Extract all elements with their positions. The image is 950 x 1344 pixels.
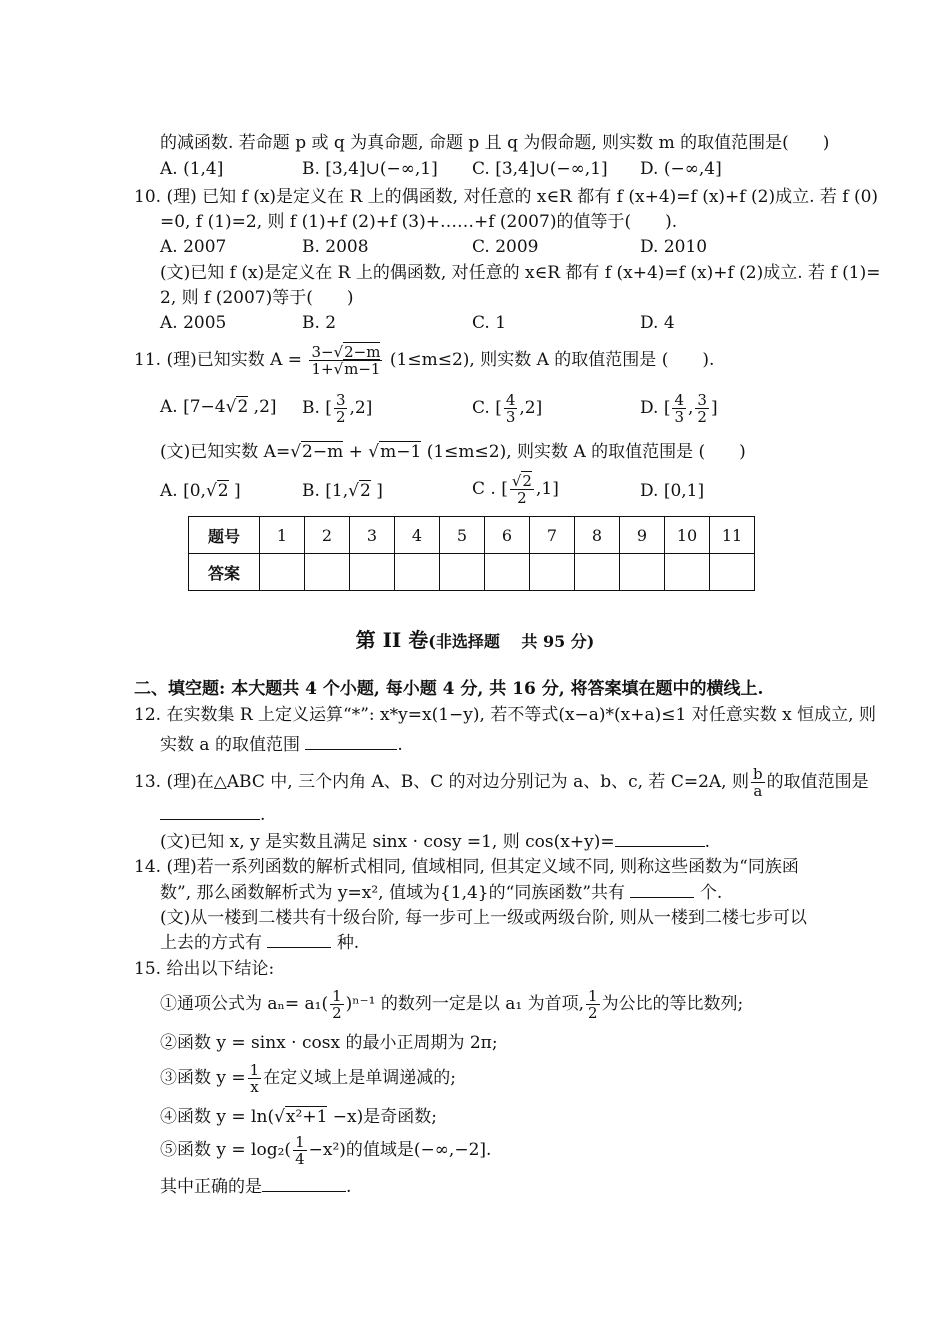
answer-table <box>188 516 755 591</box>
answer-table-number: 1 <box>260 517 305 554</box>
answer-cell[interactable] <box>395 554 440 591</box>
q10-wen-option-c: C. 1 <box>472 313 507 333</box>
answer-table-number: 7 <box>530 517 575 554</box>
q10-wen-line1: (文)已知 f (x)是定义在 R 上的偶函数, 对任意的 x∈R 都有 f (x+4)=f (x)+f (2)成立. 若 f (1)= <box>160 263 881 283</box>
q15-statement-5: ⑤函数 y = log₂( $\frac{1}{4}$ −x²)的值域是(−∞,−2]. <box>160 1133 492 1168</box>
q14-wen-line2: 上去的方式有 种. <box>160 933 360 953</box>
q11-li-option-b: B. [ $\frac{3}{2}$ ,2] <box>302 391 373 426</box>
q13-li-blank[interactable] <box>160 805 260 820</box>
q9-option-c: C. [3,4]∪(−∞,1] <box>472 159 608 179</box>
section2-heading: 二、填空题: 本大题共 4 个小题, 每小题 4 分, 共 16 分, 将答案填在题中的横线上. <box>134 679 764 699</box>
q10-li-option-d: D. 2010 <box>640 237 708 257</box>
answer-cell[interactable] <box>710 554 755 591</box>
q11-li-fraction: $\frac{3-√2-m}{1+√m-1}$ <box>311 343 381 378</box>
q11-li-option-d: D. [ $\frac{4}{3}$ , $\frac{3}{2}$ ] <box>640 391 718 426</box>
q11-wen-stem: (文)已知实数 A=√2−m + √m−1 (1≤m≤2), 则实数 A 的取值范围是 ( ) <box>160 442 746 462</box>
q15-statement-2: ②函数 y = sinx · cosx 的最小正周期为 2π; <box>160 1033 498 1053</box>
answer-cell[interactable] <box>530 554 575 591</box>
q11-li-option-a: A. [7−4√2 ,2] <box>160 397 277 417</box>
q13-li-answer: . <box>160 804 265 826</box>
q12-line2: 实数 a 的取值范围 . <box>160 735 403 755</box>
answer-table-number: 6 <box>485 517 530 554</box>
answer-table-number: 5 <box>440 517 485 554</box>
q10-wen-option-b: B. 2 <box>302 313 337 333</box>
q9-option-b: B. [3,4]∪(−∞,1] <box>302 159 438 179</box>
answer-table-label-answer: 答案 <box>189 554 260 591</box>
answer-table-header-row <box>189 517 755 554</box>
q13-wen: (文)已知 x, y 是实数且满足 sinx · cosy =1, 则 cos(x+y)= . <box>160 832 710 852</box>
q10-li-line2: =0, f (1)=2, 则 f (1)+f (2)+f (3)+……+f (2007)的值等于( ). <box>160 212 678 232</box>
answer-table-number: 3 <box>350 517 395 554</box>
answer-cell[interactable] <box>260 554 305 591</box>
q11-wen-option-a: A. [0,√2 ] <box>160 481 241 501</box>
q14-wen-line1: (文)从一楼到二楼共有十级台阶, 每一步可上一级或两级台阶, 则从一楼到二楼七步可以 <box>160 908 807 928</box>
answer-table-number: 9 <box>620 517 665 554</box>
q15-blank[interactable] <box>262 1177 346 1192</box>
q11-li-option-c: C. [ $\frac{4}{3}$ ,2] <box>472 391 543 426</box>
q10-wen-option-a: A. 2005 <box>160 313 227 333</box>
answer-table-number: 4 <box>395 517 440 554</box>
q15-statement-3: ③函数 y = $\frac{1}{x}$ 在定义域上是单调递减的; <box>160 1061 456 1096</box>
q14-li-blank[interactable] <box>630 883 694 898</box>
answer-cell[interactable] <box>305 554 350 591</box>
q10-li-option-b: B. 2008 <box>302 237 369 257</box>
answer-cell[interactable] <box>575 554 620 591</box>
answer-table-number: 2 <box>305 517 350 554</box>
q10-wen-option-d: D. 4 <box>640 313 675 333</box>
q15-statement-1: ①通项公式为 aₙ= a₁( $\frac{1}{2}$ )ⁿ⁻¹ 的数列一定是以 a₁ 为首项, $\frac{1}{2}$ 为公比的等比数列; <box>160 987 744 1022</box>
q11-wen-option-d: D. [0,1] <box>640 481 705 501</box>
q9-option-a: A. (1,4] <box>160 159 224 179</box>
answer-cell[interactable] <box>350 554 395 591</box>
q13-wen-blank[interactable] <box>615 832 705 847</box>
q12-line1: 12. 在实数集 R 上定义运算“*”: x*y=x(1−y), 若不等式(x−a)*(x+a)≤1 对任意实数 x 恒成立, 则 <box>134 705 876 725</box>
q11-wen-option-b: B. [1,√2 ] <box>302 481 383 501</box>
q14-wen-blank[interactable] <box>267 933 331 948</box>
q13-li: 13. (理)在△ABC 中, 三个内角 A、B、C 的对边分别记为 a、b、c, 若 C=2A, 则 $\frac{b}{a}$ 的取值范围是 <box>134 765 869 800</box>
q9-option-d: D. (−∞,4] <box>640 159 722 179</box>
q9-tail: 的减函数. 若命题 p 或 q 为真命题, 命题 p 且 q 为假命题, 则实数 m 的取值范围是( ) <box>160 133 830 153</box>
q15-conclusion: 其中正确的是 . <box>160 1177 352 1197</box>
part2-title: 第 II 卷(非选择题 共 95 分) <box>355 628 595 652</box>
q12-blank[interactable] <box>305 735 397 750</box>
answer-cell[interactable] <box>665 554 710 591</box>
answer-table-number: 10 <box>665 517 710 554</box>
answer-table-label-number: 题号 <box>189 517 260 554</box>
answer-cell[interactable] <box>440 554 485 591</box>
q14-li-line1: 14. (理)若一系列函数的解析式相同, 值域相同, 但其定义域不同, 则称这些函数为“同族函 <box>134 857 799 877</box>
q11-wen-option-c: C . [ $\frac{√2}{2}$ ,1] <box>472 472 559 507</box>
q15-statement-4: ④函数 y = ln(√x²+1 −x)是奇函数; <box>160 1107 437 1127</box>
q10-li-option-a: A. 2007 <box>160 237 227 257</box>
q10-wen-line2: 2, 则 f (2007)等于( ) <box>160 288 354 308</box>
q11-li-stem: 11. (理)已知实数 A = $\frac{3-√2-m}{1+√m-1}$ (1≤m≤2), 则实数 A 的取值范围是 ( ). <box>134 343 715 378</box>
answer-cell[interactable] <box>620 554 665 591</box>
q10-li-line1: 10. (理) 已知 f (x)是定义在 R 上的偶函数, 对任意的 x∈R 都有 f (x+4)=f (x)+f (2)成立. 若 f (0) <box>134 187 879 207</box>
q14-li-line2: 数”, 那么函数解析式为 y=x², 值域为{1,4}的“同族函数”共有 个. <box>160 883 723 903</box>
answer-table-number: 8 <box>575 517 620 554</box>
q10-li-option-c: C. 2009 <box>472 237 539 257</box>
q15-intro: 15. 给出以下结论: <box>134 959 275 979</box>
answer-table-answer-row <box>189 554 755 591</box>
answer-cell[interactable] <box>485 554 530 591</box>
answer-table-number: 11 <box>710 517 755 554</box>
